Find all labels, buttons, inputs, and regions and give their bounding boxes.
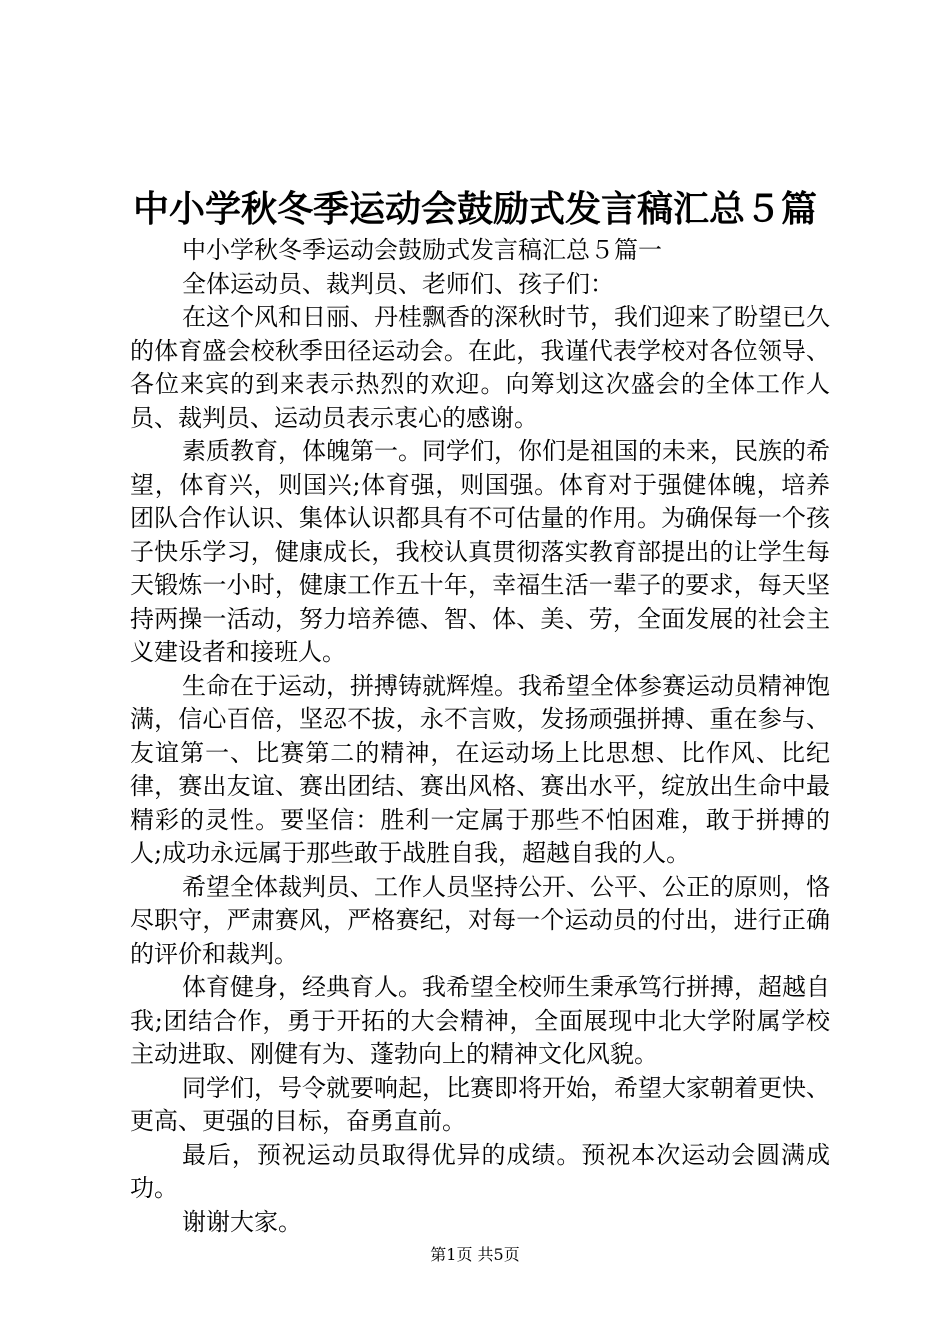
- body-paragraph: 同学们，号令就要响起，比赛即将开始，希望大家朝着更快、更高、更强的目标，奋勇直前。: [130, 1073, 830, 1135]
- body-paragraph: 素质教育，体魄第一。同学们，你们是祖国的未来，民族的希望，体育兴，则国兴;体育强，则国强。体育对于强健体魄，培养团队合作认识、集体认识都具有不可估量的作用。为确保每一个孩子快乐学习，健康成长，我校认真贯彻落实教育部提出的让学生每天锻炼一小时，健康工作五十年，幸福生活一辈子的要求，每天坚持两操一活动，努力培养德、智、体、美、劳，全面发展的社会主义建设者和接班人。: [130, 437, 830, 666]
- page-number-footer: 第1页 共5页: [430, 1245, 520, 1264]
- body-paragraph: 生命在于运动，拼搏铸就辉煌。我希望全体参赛运动员精神饱满，信心百倍，坚忍不拔，永不言败，发扬顽强拼搏、重在参与、友谊第一、比赛第二的精神，在运动场上比思想、比作风、比纪律，赛出友谊、赛出团结、赛出风格、赛出水平，绽放出生命中最精彩的灵性。要坚信：胜利一定属于那些不怕困难，敢于拼搏的人;成功永远属于那些敢于战胜自我，超越自我的人。: [130, 671, 830, 867]
- body-paragraph: 在这个风和日丽、丹桂飘香的深秋时节，我们迎来了盼望已久的体育盛会校秋季田径运动会。在此，我谨代表学校对各位领导、各位来宾的到来表示热烈的欢迎。向筹划这次盛会的全体工作人员、裁判员、运动员表示衷心的感谢。: [130, 303, 830, 432]
- document-title: 中小学秋冬季运动会鼓励式发言稿汇总５篇: [132, 188, 817, 230]
- body-paragraph: 希望全体裁判员、工作人员坚持公开、公平、公正的原则，恪尽职守，严肃赛风，严格赛纪，对每一个运动员的付出，进行正确的评价和裁判。: [130, 872, 830, 968]
- body-paragraph: 体育健身，经典育人。我希望全校师生秉承笃行拼搏，超越自我;团结合作，勇于开拓的大会精神，全面展现中北大学附属学校主动进取、刚健有为、蓬勃向上的精神文化风貌。: [130, 973, 830, 1068]
- body-paragraph: 最后，预祝运动员取得优异的成绩。预祝本次运动会圆满成功。: [130, 1140, 830, 1202]
- salutation-paragraph: 全体运动员、裁判员、老师们、孩子们：: [182, 269, 614, 298]
- closing-paragraph: 谢谢大家。: [182, 1207, 302, 1236]
- subtitle-paragraph: 中小学秋冬季运动会鼓励式发言稿汇总５篇一: [182, 236, 662, 264]
- document-body: [130, 234, 830, 1239]
